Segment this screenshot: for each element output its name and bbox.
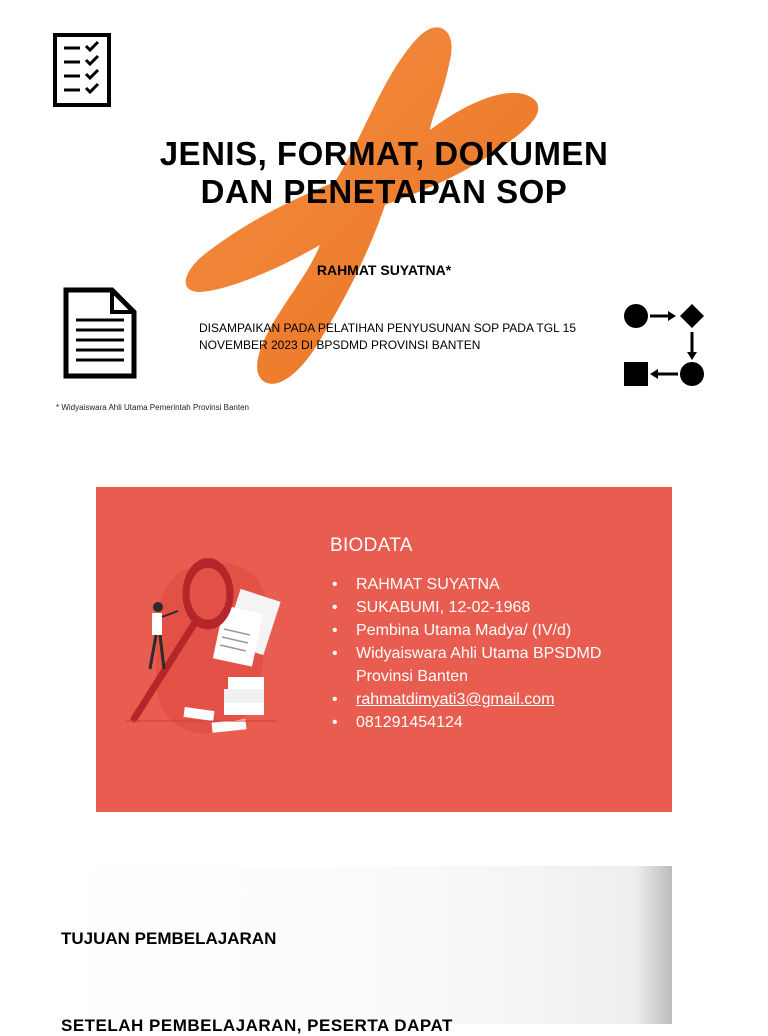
event-description: DISAMPAIKAN PADA PELATIHAN PENYUSUNAN SOP PADA TGL 15 NOVEMBER 2023 DI BPSDMD PROVINSI BANTEN (199, 321, 577, 352)
learning-objectives-slide (0, 866, 768, 1035)
email-link[interactable]: rahmatdimyati3@gmail.com (356, 691, 555, 708)
title-line-1: JENIS, FORMAT, DOKUMEN (159, 135, 609, 172)
title-slide (0, 0, 768, 430)
checklist-icon (52, 32, 112, 108)
footnote: * Widyaiswara Ahli Utama Pemerintah Provinsi Banten (56, 403, 249, 412)
biodata-slide (96, 487, 672, 812)
biodata-birth: • SUKABUMI, 12-02-1968 (330, 596, 660, 619)
biodata-phone: • 081291454124 (330, 711, 660, 734)
slide-title (60, 135, 708, 211)
objectives-heading: TUJUAN PEMBELAJARAN (61, 929, 277, 948)
flowchart-icon (620, 300, 710, 390)
biodata-email-item (330, 688, 660, 711)
biodata-heading: BIODATA (330, 535, 413, 556)
author-name: RAHMAT SUYATNA* (316, 262, 452, 278)
biodata-rank: • Pembina Utama Madya/ (IV/d) (330, 619, 660, 642)
biodata-name: • RAHMAT SUYATNA (330, 573, 660, 596)
magnifier-illustration (116, 549, 286, 749)
document-icon (62, 286, 138, 380)
biodata-list (330, 573, 660, 734)
biodata-position: • Widyaiswara Ahli Utama BPSDMD Provinsi Banten (330, 642, 660, 688)
objectives-intro: SETELAH PEMBELAJARAN, PESERTA DAPAT (61, 1016, 453, 1035)
title-line-2: DAN PENETAPAN SOP (200, 173, 568, 210)
